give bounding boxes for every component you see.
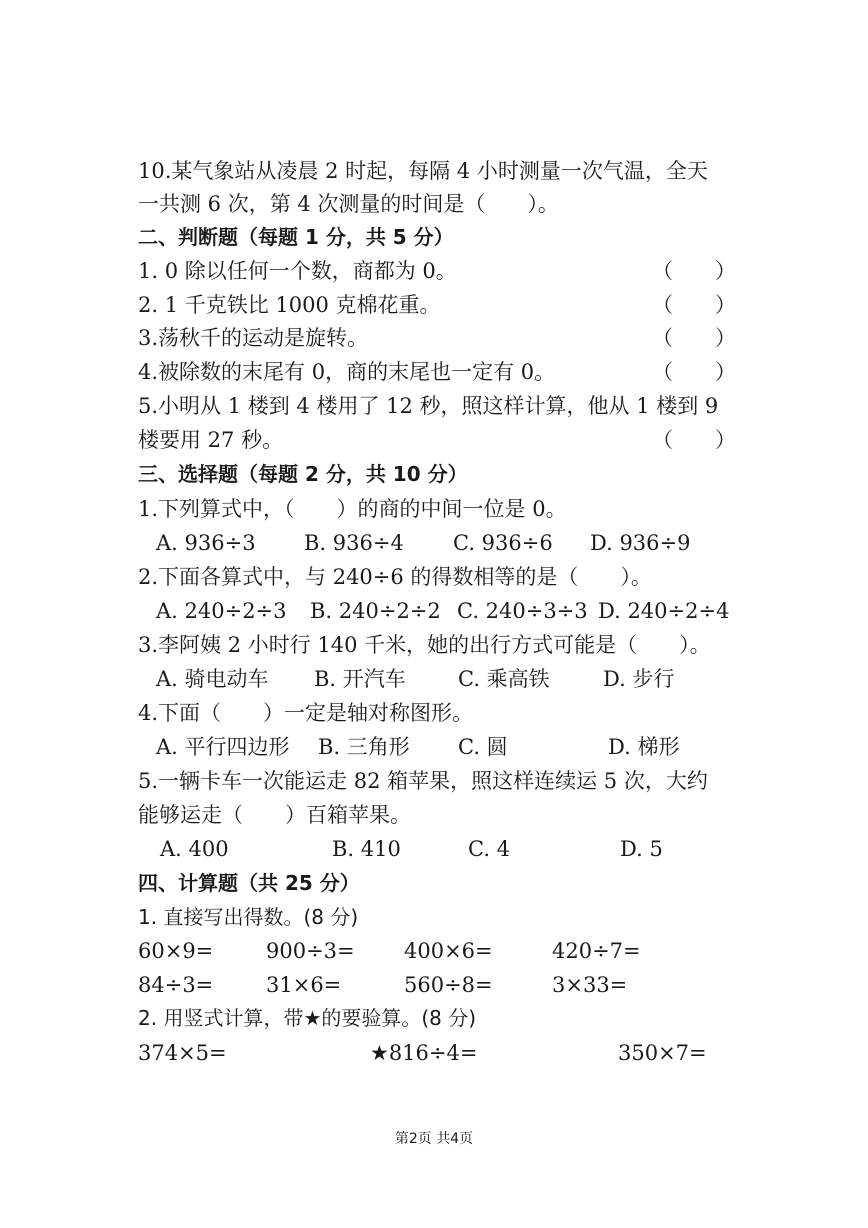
calc-item: 900÷3=: [266, 939, 355, 963]
choice-q2: 2.下面各算式中，与 240÷6 的得数相等的是（ ）。: [138, 565, 652, 589]
calc-item: 374×5=: [138, 1041, 227, 1065]
option-d: D. 5: [620, 837, 663, 861]
q10-line1: 10.某气象站从凌晨 2 时起，每隔 4 小时测量一次气温，全天: [138, 159, 708, 183]
judge-heading: 二、判断题（每题 1 分，共 5 分）: [138, 225, 454, 249]
calc-item: 60×9=: [138, 939, 214, 963]
option-a: A. 936÷3: [156, 531, 256, 555]
option-b: B. 三角形: [318, 735, 410, 759]
judge-item-text: 2. 1 千克铁比 1000 克棉花重。: [138, 293, 441, 317]
calc-item: 560÷8=: [404, 973, 493, 997]
option-d: D. 240÷2÷4: [598, 599, 730, 623]
answer-paren: （ ）: [652, 326, 736, 350]
option-a: A. 240÷2÷3: [156, 599, 287, 623]
option-b: B. 开汽车: [314, 667, 406, 691]
calc-sub2: 2. 用竖式计算，带★的要验算。(8 分): [138, 1006, 477, 1030]
page-footer: 第2页 共4页: [394, 1131, 474, 1147]
calc-item: ★816÷4=: [370, 1041, 478, 1065]
option-a: A. 骑电动车: [156, 667, 269, 691]
judge-item-2: [138, 290, 736, 320]
option-d: D. 936÷9: [590, 531, 691, 555]
judge-item-text: 3.荡秋千的运动是旋转。: [138, 326, 369, 350]
answer-paren: （ ）: [652, 360, 736, 384]
option-c: C. 240÷3÷3: [457, 599, 588, 623]
answer-paren: （ ）: [652, 428, 736, 452]
judge-item-text: 1. 0 除以任何一个数，商都为 0。: [138, 259, 457, 283]
option-a: A. 400: [160, 837, 229, 861]
judge-item-5: 5.小明从 1 楼到 4 楼用了 12 秒，照这样计算，他从 1 楼到 9: [138, 394, 719, 418]
option-b: B. 240÷2÷2: [310, 599, 441, 623]
choice-q5-cont: 能够运走（ ）百箱苹果。: [138, 803, 411, 827]
judge-item-3: [138, 323, 736, 353]
choice-q5: 5.一辆卡车一次能运走 82 箱苹果，照这样连续运 5 次，大约: [138, 769, 708, 793]
calc-item: 400×6=: [404, 939, 493, 963]
option-d: D. 步行: [603, 667, 675, 691]
calc-item: 31×6=: [266, 973, 342, 997]
calc-sub1: 1. 直接写出得数。(8 分): [138, 905, 359, 929]
choice-q3: 3.李阿姨 2 小时行 140 千米，她的出行方式可能是（ ）。: [138, 633, 711, 657]
q10-line2: 一共测 6 次，第 4 次测量的时间是（ ）。: [138, 192, 559, 216]
calc-item: 84÷3=: [138, 973, 214, 997]
answer-paren: （ ）: [652, 259, 736, 283]
judge-item-text: 楼要用 27 秒。: [138, 428, 284, 452]
calc-item: 3×33=: [552, 973, 628, 997]
option-c: C. 4: [468, 837, 511, 861]
option-a: A. 平行四边形: [156, 735, 290, 759]
choice-q1: 1.下列算式中，（ ）的商的中间一位是 0。: [138, 497, 567, 521]
calc-heading: 四、计算题（共 25 分）: [138, 871, 360, 895]
option-d: D. 梯形: [608, 735, 680, 759]
answer-paren: （ ）: [652, 293, 736, 317]
choice-q4: 4.下面（ ）一定是轴对称图形。: [138, 701, 474, 725]
judge-item-5-cont: [138, 425, 736, 455]
option-b: B. 936÷4: [304, 531, 404, 555]
judge-item-4: [138, 357, 736, 387]
option-c: C. 圆: [458, 735, 508, 759]
option-c: C. 936÷6: [453, 531, 553, 555]
option-b: B. 410: [332, 837, 401, 861]
option-c: C. 乘高铁: [458, 667, 550, 691]
choice-heading: 三、选择题（每题 2 分，共 10 分）: [138, 462, 468, 486]
judge-item-1: [138, 256, 736, 286]
calc-item: 350×7=: [618, 1041, 707, 1065]
calc-item: 420÷7=: [552, 939, 641, 963]
judge-item-text: 4.被除数的末尾有 0，商的末尾也一定有 0。: [138, 360, 556, 384]
